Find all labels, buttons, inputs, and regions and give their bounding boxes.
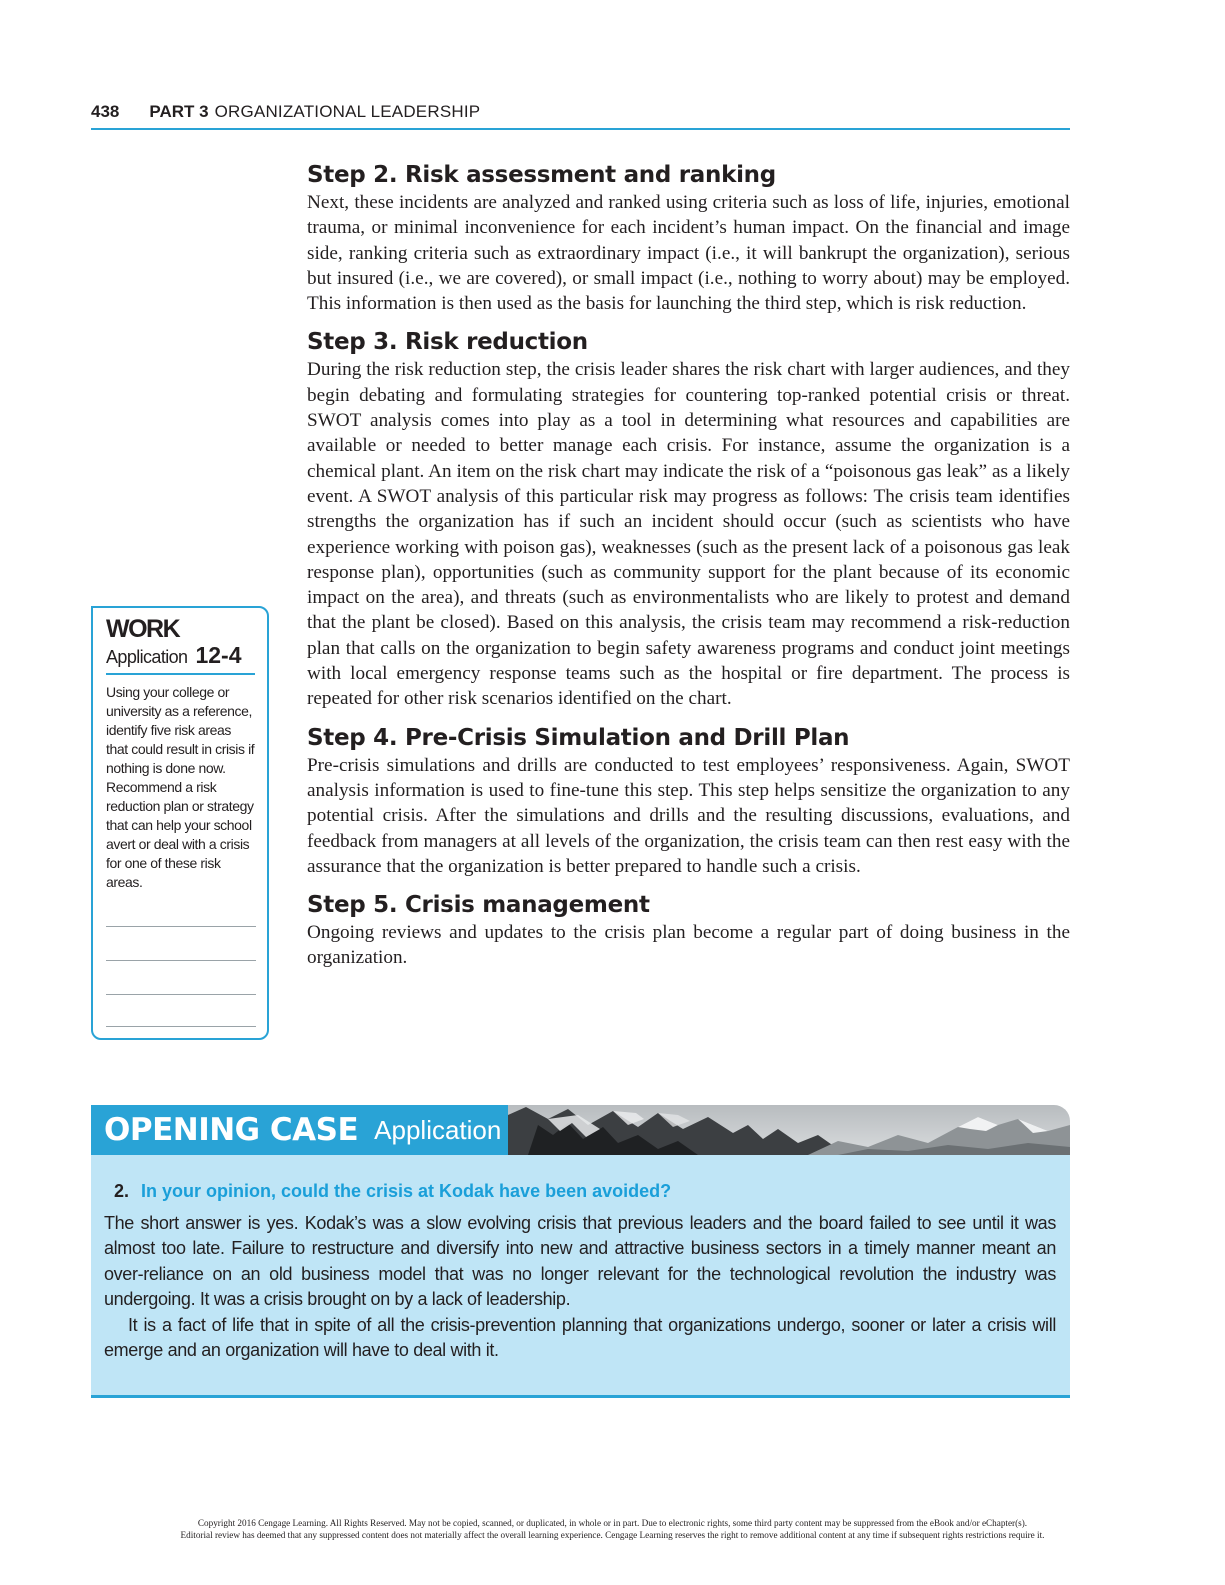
question-number: 2. <box>114 1181 130 1201</box>
opening-case-banner <box>91 1105 1070 1155</box>
work-title: WORK <box>106 615 180 643</box>
answer-line[interactable] <box>106 994 256 995</box>
part-label: PART 3 <box>149 102 209 121</box>
copyright-notice <box>60 1517 1165 1541</box>
opening-case-title: OPENING CASE <box>104 1112 359 1148</box>
step-4-section <box>307 723 1070 879</box>
step-3-section <box>307 327 1070 711</box>
case-answer-paragraph: The short answer is yes. Kodak’s was a slow evolving crisis that previous leaders and the board failed to see until it was almost too late. Failure to restructure and diversify into new and attractive business sectors in a timely manner meant an over-reliance on an old business model that was no longer relevant for the technological revolution the industry was undergoing. It was a crisis brought on by a lack of leadership. <box>104 1213 1056 1310</box>
copyright-line: Copyright 2016 Cengage Learning. All Rights Reserved. May not be copied, scanned, or duplicated, in whole or in part. Due to electronic rights, some third party content may be suppressed from the eBook and/or eChapter(s). <box>197 1518 1028 1528</box>
step-5-section <box>307 890 1070 971</box>
opening-case-panel <box>91 1155 1070 1398</box>
step-3-body: During the risk reduction step, the crisis leader shares the risk chart with larger audiences, and they begin debating and formulating strategies for countering top-ranked potential crisis or threat. SWOT analysis comes into play as a tool in determining what resources and capabilities are available or needed to better manage each crisis. For instance, assume the organization is a chemical plant. An item on the risk chart may indicate the risk of a “poisonous gas leak” as a likely event. A SWOT analysis of this particular risk may progress as follows: The crisis team identifies strengths the organization has if such an incident should occur (such as scientists who have experience working with poison gas), weaknesses (such as the present lack of a poisonous gas leak response plan), opportunities (such as community support for the plant because of its economic impact on the area), and threats (such as environmentalists who are likely to protest and demand that the plant be closed). Based on this analysis, the crisis team may recommend a risk-reduction plan that calls on the organization to begin safety awareness programs and conduct joint meetings with local emergency response teams such as the hospital or fire department. The process is repeated for other risk scenarios identified on the chart. <box>307 359 1070 710</box>
step-2-body: Next, these incidents are analyzed and ranked using criteria such as loss of life, injuries, emotional trauma, or minimal inconvenience for each incident’s human impact. On the financial and image side, ranking criteria such as extraordinary impact (i.e., it will bankrupt the organization), serious but insured (i.e., we are covered), or small impact (i.e., nothing to worry about) may be employed. This information is then used as the basis for launching the third step, which is risk reduction. <box>307 192 1070 315</box>
work-subtitle <box>106 642 255 675</box>
mountain-photo <box>508 1105 1070 1155</box>
answer-line[interactable] <box>106 960 256 961</box>
step-5-heading: Step 5. Crisis management <box>307 892 650 919</box>
step-2-heading: Step 2. Risk assessment and ranking <box>307 162 776 188</box>
main-column <box>307 160 1070 982</box>
application-number: 12-4 <box>195 642 242 668</box>
work-application-box <box>91 606 269 1040</box>
copyright-line: Editorial review has deemed that any suppressed content does not materially affect the overall learning experience. Cengage Learning reserves the right to remove additional content at any time if subsequent rights restrictions require it. <box>180 1530 1045 1540</box>
case-question <box>114 1179 1056 1203</box>
step-4-body: Pre-crisis simulations and drills are conducted to test employees’ responsiveness. Again, SWOT analysis information is used to fine-tune this step. This step helps sensitize the organization to any potential crisis. After the simulations and drills and the resulting discussions, evaluations, and feedback from managers at all levels of the organization, the crisis team can then rest easy with the assurance that the organization is better prepared to handle such a crisis. <box>307 754 1070 877</box>
step-2-section <box>307 160 1070 316</box>
part-title: ORGANIZATIONAL LEADERSHIP <box>214 102 481 121</box>
work-prompt: Using your college or university as a reference, identify five risk areas that could result in crisis if nothing is done now. Recommend a risk reduction plan or strategy that can help your school avert or deal with a crisis for one of these risk areas. <box>106 684 255 890</box>
step-4-heading: Step 4. Pre-Crisis Simulation and Drill Plan <box>307 724 850 751</box>
answer-line[interactable] <box>106 926 256 927</box>
question-text: In your opinion, could the crisis at Kodak have been avoided? <box>141 1181 672 1201</box>
page-number: 438 <box>91 102 120 121</box>
opening-case-subtitle: Application <box>374 1114 502 1145</box>
opening-case-label <box>91 1105 508 1155</box>
step-5-body: Ongoing reviews and updates to the crisis plan become a regular part of doing business in the organization. <box>307 922 1070 969</box>
step-3-heading: Step 3. Risk reduction <box>307 329 588 356</box>
case-answer-paragraph: It is a fact of life that in spite of all the crisis-prevention planning that organizations undergo, sooner or later a crisis will emerge and an organization will have to deal with it. <box>104 1314 1056 1361</box>
running-header <box>91 98 1070 130</box>
answer-line[interactable] <box>106 1026 256 1027</box>
application-label: Application <box>106 647 188 667</box>
